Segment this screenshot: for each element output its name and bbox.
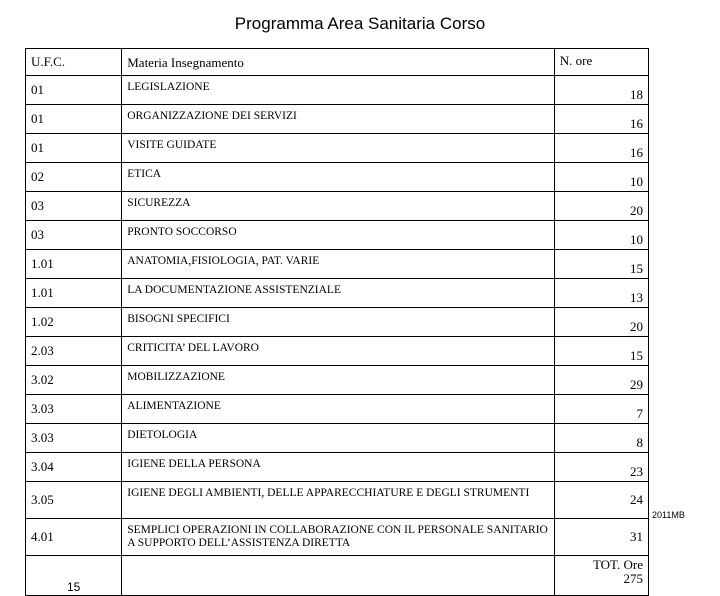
cell-ore: 10: [554, 221, 648, 250]
cell-materia: PRONTO SOCCORSO: [122, 221, 555, 250]
cell-ore: 15: [554, 250, 648, 279]
header-materia: Materia Insegnamento: [122, 49, 555, 76]
cell-materia: SICUREZZA: [122, 192, 555, 221]
cell-ore: 23: [554, 453, 648, 482]
table-row: [26, 482, 649, 519]
cell-ore: 7: [554, 395, 648, 424]
total-cell: [554, 556, 648, 596]
table-row: [26, 279, 649, 308]
cell-materia: BISOGNI SPECIFICI: [122, 308, 555, 337]
header-ufc: U.F.C.: [26, 49, 122, 76]
cell-ore: 24: [554, 482, 648, 519]
cell-materia: IGIENE DELLA PERSONA: [122, 453, 555, 482]
total-label: TOT. Ore: [592, 557, 643, 572]
cell-materia: ORGANIZZAZIONE DEI SERVIZI: [122, 105, 555, 134]
cell-materia: ETICA: [122, 163, 555, 192]
table-header-row: [26, 49, 649, 76]
table-row: [26, 134, 649, 163]
table-row: [26, 366, 649, 395]
cell-materia: VISITE GUIDATE: [122, 134, 555, 163]
cell-ore: 29: [554, 366, 648, 395]
cell-ufc: 1.01: [26, 250, 122, 279]
cell-ufc: 3.03: [26, 424, 122, 453]
cell-ore: 16: [554, 134, 648, 163]
cell-materia: ANATOMIA,FISIOLOGIA, PAT. VARIE: [122, 250, 555, 279]
table-row: [26, 163, 649, 192]
cell-ufc: 01: [26, 105, 122, 134]
cell-ore: 15: [554, 337, 648, 366]
cell-ufc: 03: [26, 192, 122, 221]
cell-ore: 18: [554, 76, 648, 105]
cell-ufc: 01: [26, 134, 122, 163]
cell-ufc: 2.03: [26, 337, 122, 366]
cell-ufc: 3.03: [26, 395, 122, 424]
table-row: [26, 221, 649, 250]
cell-ore: 31: [554, 519, 648, 556]
table-footer-row: [26, 556, 649, 596]
cell-materia: SEMPLICI OPERAZIONI IN COLLABORAZIONE CON IL PERSONALE SANITARIO A SUPPORTO DELL’ASSISTENZA DIRETTA: [122, 519, 555, 556]
cell-ore: 10: [554, 163, 648, 192]
page-title: Programma Area Sanitaria Corso: [234, 14, 486, 33]
program-table: [25, 48, 649, 596]
cell-materia: DIETOLOGIA: [122, 424, 555, 453]
total-value: 275: [623, 571, 643, 586]
cell-ufc: 1.01: [26, 279, 122, 308]
cell-ufc: 3.02: [26, 366, 122, 395]
cell-ufc: 01: [26, 76, 122, 105]
table-row: [26, 424, 649, 453]
cell-ufc: 03: [26, 221, 122, 250]
cell-ore: 8: [554, 424, 648, 453]
cell-ufc: 3.04: [26, 453, 122, 482]
table-row: [26, 337, 649, 366]
author-signature: 2011MB: [652, 510, 685, 520]
cell-materia: MOBILIZZAZIONE: [122, 366, 555, 395]
table-row: [26, 250, 649, 279]
cell-ufc: 02: [26, 163, 122, 192]
table-row: [26, 453, 649, 482]
cell-materia: LEGISLAZIONE: [122, 76, 555, 105]
cell-ore: 13: [554, 279, 648, 308]
cell-ufc: 4.01: [26, 519, 122, 556]
cell-materia: CRITICITA’ DEL LAVORO: [122, 337, 555, 366]
table-row: [26, 308, 649, 337]
table-row: [26, 395, 649, 424]
cell-ore: 20: [554, 308, 648, 337]
table-row: [26, 192, 649, 221]
cell-ufc: 1.02: [26, 308, 122, 337]
table-row: [26, 76, 649, 105]
table-row: [26, 519, 649, 556]
header-ore: N. ore: [554, 49, 648, 76]
page-number: 15: [26, 556, 122, 596]
cell-ore: 20: [554, 192, 648, 221]
cell-materia: IGIENE DEGLI AMBIENTI, DELLE APPARECCHIATURE E DEGLI STRUMENTI: [122, 482, 555, 519]
cell-ore: 16: [554, 105, 648, 134]
footer-empty-cell: [122, 556, 555, 596]
cell-ufc: 3.05: [26, 482, 122, 519]
table-row: [26, 105, 649, 134]
cell-materia: ALIMENTAZIONE: [122, 395, 555, 424]
cell-materia: LA DOCUMENTAZIONE ASSISTENZIALE: [122, 279, 555, 308]
